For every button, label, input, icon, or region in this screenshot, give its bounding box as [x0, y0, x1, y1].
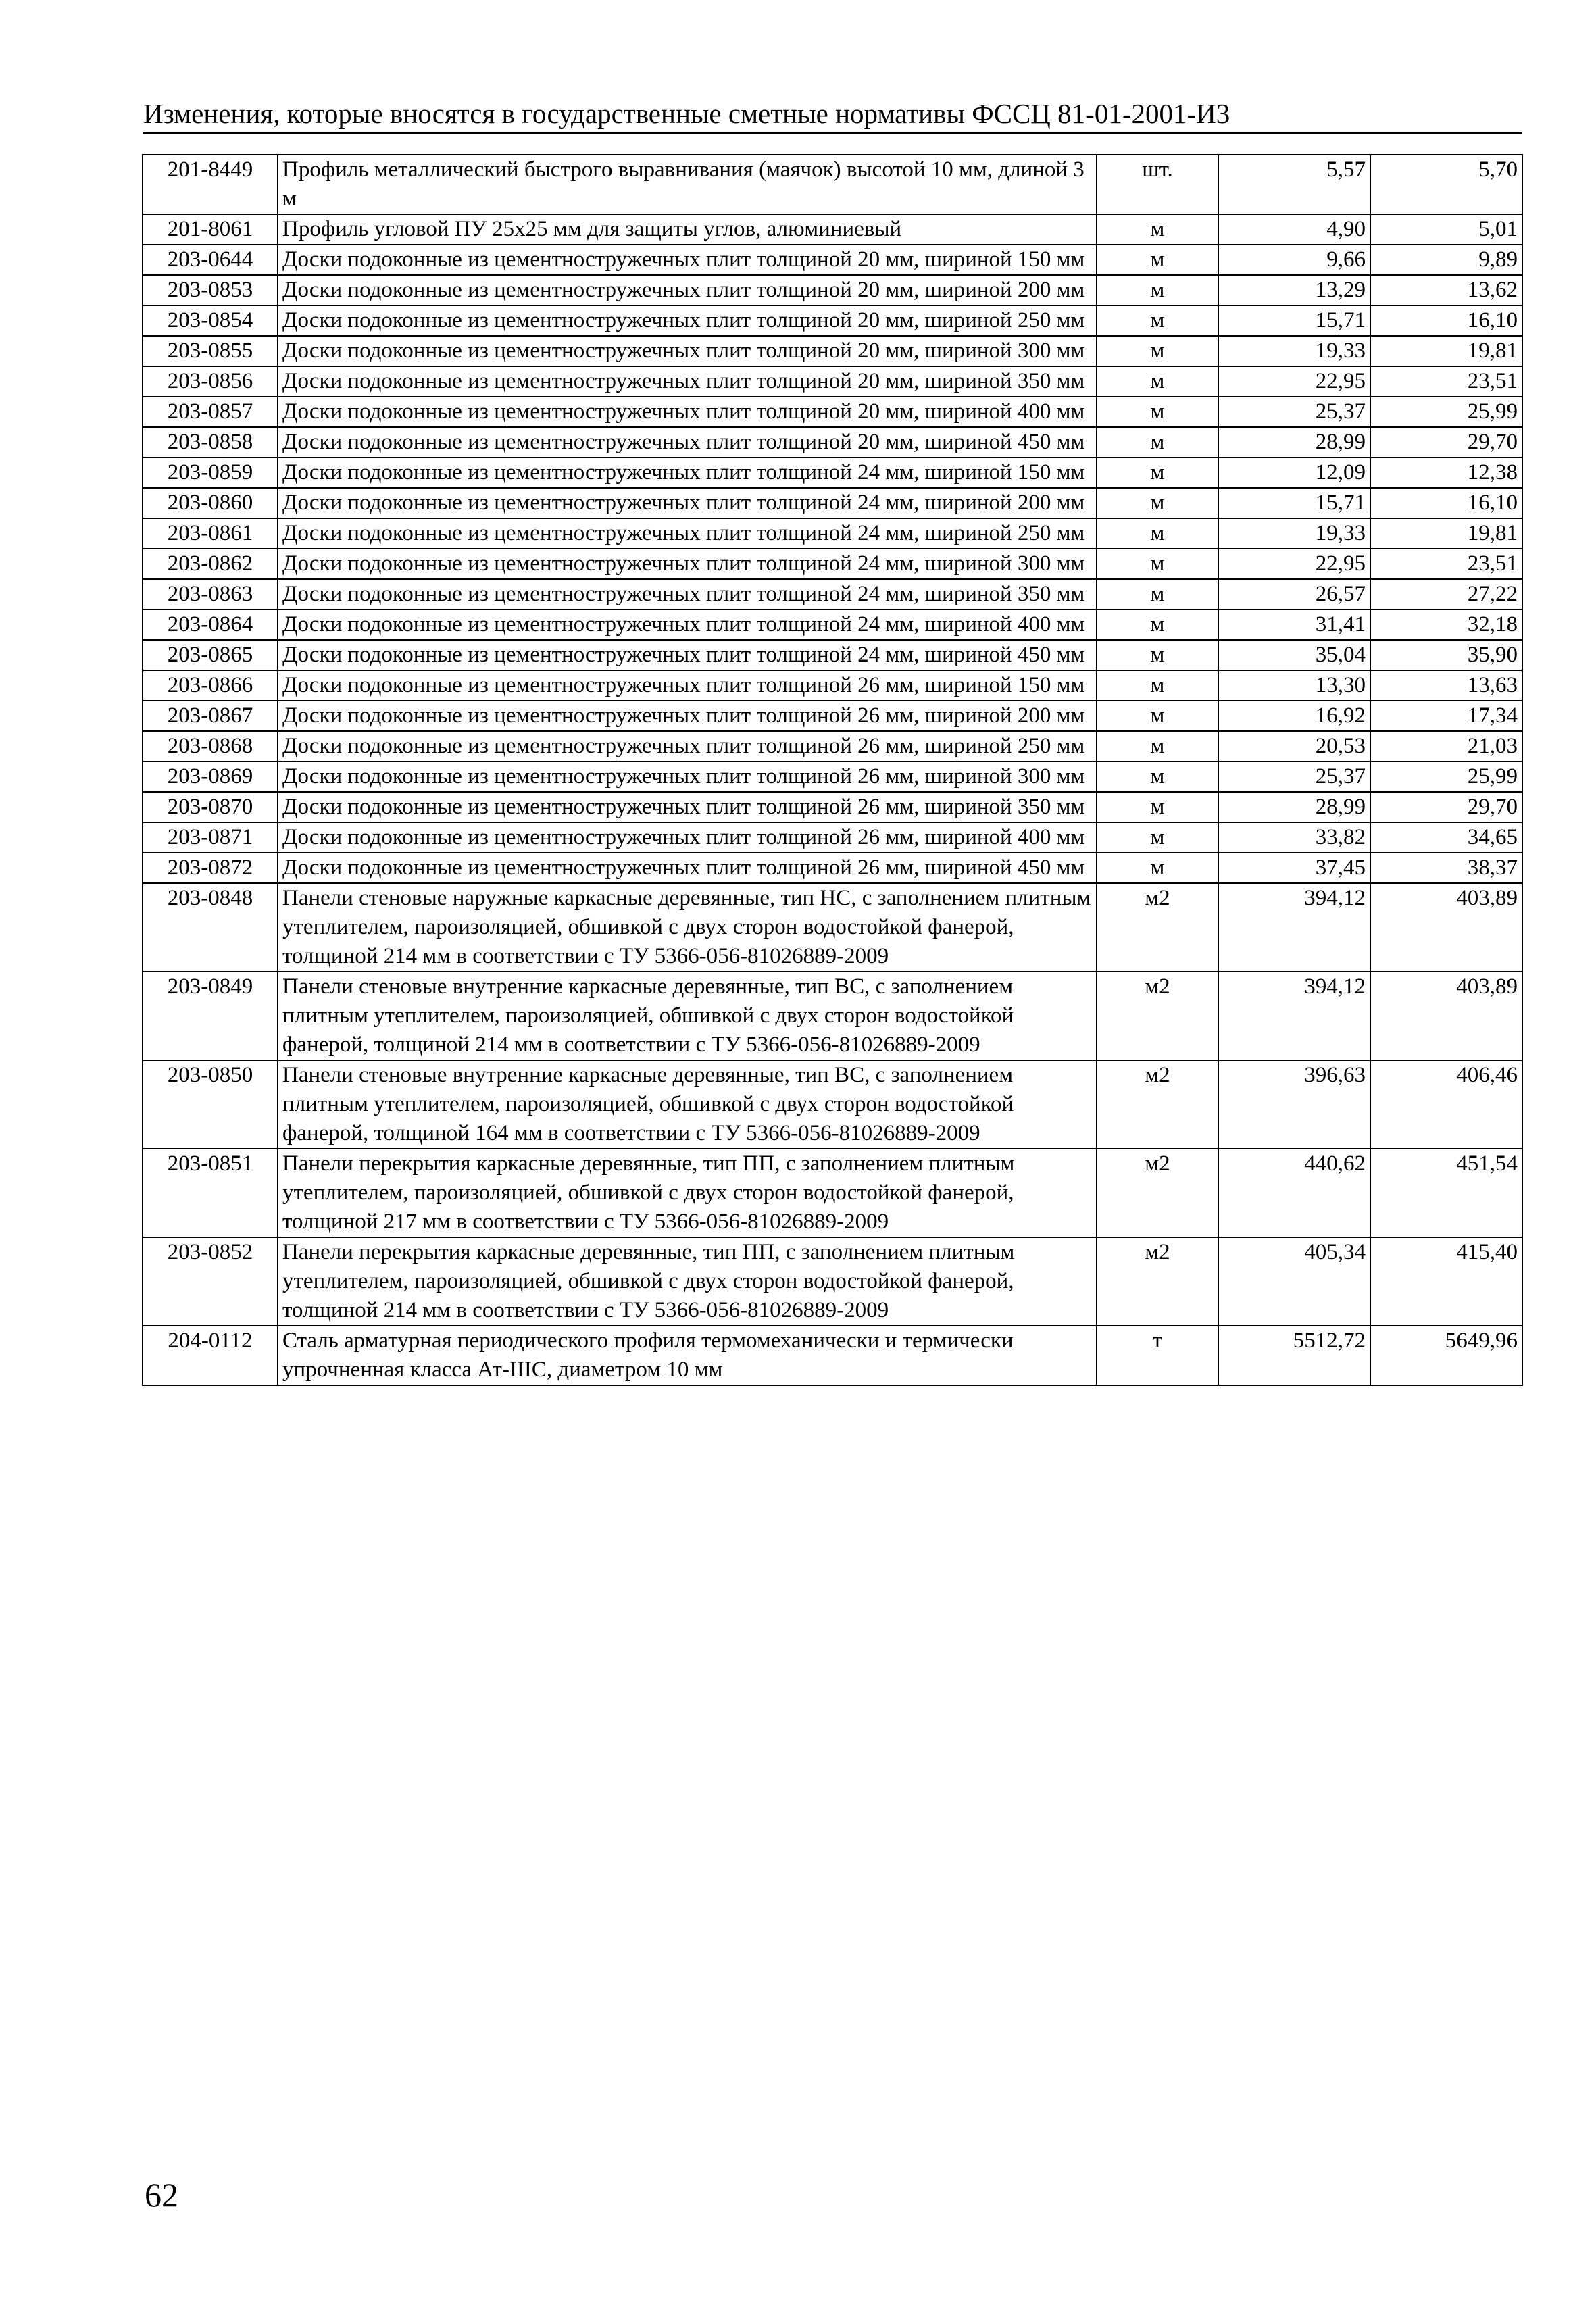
item-name: Доски подоконные из цементностружечных плит толщиной 24 мм, шириной 250 мм: [278, 518, 1097, 549]
item-unit: м: [1097, 427, 1218, 457]
item-unit: м: [1097, 275, 1218, 305]
item-code: 203-0850: [143, 1060, 278, 1149]
table-row: [143, 883, 1522, 972]
item-name: Доски подоконные из цементностружечных плит толщиной 20 мм, шириной 300 мм: [278, 336, 1097, 366]
item-name: Доски подоконные из цементностружечных плит толщиной 24 мм, шириной 450 мм: [278, 640, 1097, 670]
table-row: [143, 275, 1522, 305]
table-row: [143, 336, 1522, 366]
item-price-1: 25,37: [1218, 397, 1370, 427]
page-header-title: Изменения, которые вносятся в государственные сметные нормативы ФССЦ 81-01-2001-И3: [143, 98, 1230, 129]
item-name: Доски подоконные из цементностружечных плит толщиной 26 мм, шириной 200 мм: [278, 701, 1097, 731]
item-unit: м2: [1097, 1237, 1218, 1326]
item-name: Профиль угловой ПУ 25х25 мм для защиты углов, алюминиевый: [278, 214, 1097, 245]
item-name: Доски подоконные из цементностружечных плит толщиной 26 мм, шириной 400 мм: [278, 822, 1097, 853]
table-row: [143, 1237, 1522, 1326]
item-price-1: 19,33: [1218, 336, 1370, 366]
item-code: 203-0858: [143, 427, 278, 457]
table-row: [143, 762, 1522, 792]
item-price-1: 4,90: [1218, 214, 1370, 245]
table-row: [143, 792, 1522, 822]
item-price-2: 34,65: [1370, 822, 1522, 853]
item-price-2: 13,63: [1370, 670, 1522, 701]
item-name: Доски подоконные из цементностружечных плит толщиной 24 мм, шириной 200 мм: [278, 488, 1097, 518]
item-price-2: 38,37: [1370, 853, 1522, 883]
item-price-2: 25,99: [1370, 762, 1522, 792]
table-row: [143, 549, 1522, 579]
item-price-1: 16,92: [1218, 701, 1370, 731]
item-price-1: 31,41: [1218, 609, 1370, 640]
item-price-1: 394,12: [1218, 883, 1370, 972]
table-row: [143, 518, 1522, 549]
item-price-2: 5,70: [1370, 155, 1522, 214]
item-code: 203-0859: [143, 457, 278, 488]
item-unit: м: [1097, 701, 1218, 731]
item-name: Доски подоконные из цементностружечных плит толщиной 26 мм, шириной 350 мм: [278, 792, 1097, 822]
item-name: Доски подоконные из цементностружечных плит толщиной 26 мм, шириной 450 мм: [278, 853, 1097, 883]
item-unit: м: [1097, 245, 1218, 275]
item-code: 203-0855: [143, 336, 278, 366]
item-name: Доски подоконные из цементностружечных плит толщиной 20 мм, шириной 250 мм: [278, 305, 1097, 336]
item-price-2: 403,89: [1370, 883, 1522, 972]
item-price-2: 9,89: [1370, 245, 1522, 275]
item-name: Сталь арматурная периодического профиля термомеханически и термически упрочненная класса Ат-IIIС, диаметром 10 мм: [278, 1326, 1097, 1385]
page-number: 62: [145, 2176, 178, 2214]
item-unit: м: [1097, 609, 1218, 640]
item-name: Доски подоконные из цементностружечных плит толщиной 20 мм, шириной 200 мм: [278, 275, 1097, 305]
item-unit: м: [1097, 518, 1218, 549]
item-name: Доски подоконные из цементностружечных плит толщиной 26 мм, шириной 150 мм: [278, 670, 1097, 701]
item-code: 203-0860: [143, 488, 278, 518]
item-name: Доски подоконные из цементностружечных плит толщиной 20 мм, шириной 450 мм: [278, 427, 1097, 457]
item-price-1: 5512,72: [1218, 1326, 1370, 1385]
table-row: [143, 366, 1522, 397]
item-price-1: 28,99: [1218, 792, 1370, 822]
item-price-2: 29,70: [1370, 792, 1522, 822]
item-unit: м: [1097, 853, 1218, 883]
item-unit: м2: [1097, 1060, 1218, 1149]
item-price-2: 19,81: [1370, 518, 1522, 549]
table-row: [143, 853, 1522, 883]
item-price-2: 27,22: [1370, 579, 1522, 609]
item-unit: шт.: [1097, 155, 1218, 214]
item-name: Доски подоконные из цементностружечных плит толщиной 24 мм, шириной 400 мм: [278, 609, 1097, 640]
item-name: Доски подоконные из цементностружечных плит толщиной 24 мм, шириной 300 мм: [278, 549, 1097, 579]
item-code: 203-0867: [143, 701, 278, 731]
item-price-1: 15,71: [1218, 305, 1370, 336]
item-price-1: 26,57: [1218, 579, 1370, 609]
item-name: Доски подоконные из цементностружечных плит толщиной 24 мм, шириной 350 мм: [278, 579, 1097, 609]
table-row: [143, 640, 1522, 670]
item-price-2: 23,51: [1370, 549, 1522, 579]
price-table: [142, 154, 1523, 1386]
header-divider: [143, 132, 1522, 134]
item-price-2: 29,70: [1370, 427, 1522, 457]
item-price-1: 5,57: [1218, 155, 1370, 214]
item-price-1: 33,82: [1218, 822, 1370, 853]
item-price-1: 35,04: [1218, 640, 1370, 670]
item-price-2: 21,03: [1370, 731, 1522, 762]
item-code: 203-0862: [143, 549, 278, 579]
item-unit: м: [1097, 822, 1218, 853]
item-code: 203-0849: [143, 972, 278, 1060]
item-price-2: 16,10: [1370, 305, 1522, 336]
item-price-1: 20,53: [1218, 731, 1370, 762]
table-row: [143, 1326, 1522, 1385]
item-unit: м: [1097, 670, 1218, 701]
item-price-1: 22,95: [1218, 549, 1370, 579]
item-price-2: 16,10: [1370, 488, 1522, 518]
item-price-1: 396,63: [1218, 1060, 1370, 1149]
item-unit: м: [1097, 549, 1218, 579]
item-code: 201-8061: [143, 214, 278, 245]
item-unit: м: [1097, 305, 1218, 336]
item-unit: м: [1097, 336, 1218, 366]
item-code: 203-0872: [143, 853, 278, 883]
item-unit: м: [1097, 488, 1218, 518]
item-price-2: 32,18: [1370, 609, 1522, 640]
table-row: [143, 488, 1522, 518]
item-price-1: 9,66: [1218, 245, 1370, 275]
item-code: 203-0861: [143, 518, 278, 549]
table-row: [143, 822, 1522, 853]
item-unit: м: [1097, 579, 1218, 609]
item-price-1: 13,30: [1218, 670, 1370, 701]
item-price-1: 440,62: [1218, 1149, 1370, 1237]
item-code: 203-0857: [143, 397, 278, 427]
item-price-1: 19,33: [1218, 518, 1370, 549]
item-code: 204-0112: [143, 1326, 278, 1385]
item-unit: м: [1097, 366, 1218, 397]
table-row: [143, 1060, 1522, 1149]
item-name: Панели стеновые внутренние каркасные деревянные, тип ВС, с заполнением плитным утеплителем, пароизоляцией, обшивкой с двух сторон водостойкой фанерой, толщиной 164 мм в соответствии с ТУ 5366-056-81026889-2009: [278, 1060, 1097, 1149]
item-unit: м: [1097, 457, 1218, 488]
item-price-2: 13,62: [1370, 275, 1522, 305]
item-unit: м: [1097, 640, 1218, 670]
item-code: 203-0868: [143, 731, 278, 762]
item-price-2: 23,51: [1370, 366, 1522, 397]
item-price-2: 406,46: [1370, 1060, 1522, 1149]
item-code: 201-8449: [143, 155, 278, 214]
item-price-1: 28,99: [1218, 427, 1370, 457]
table-row: [143, 427, 1522, 457]
item-code: 203-0644: [143, 245, 278, 275]
table-row: [143, 245, 1522, 275]
item-price-2: 17,34: [1370, 701, 1522, 731]
item-unit: м2: [1097, 883, 1218, 972]
item-code: 203-0865: [143, 640, 278, 670]
item-unit: м: [1097, 792, 1218, 822]
table-row: [143, 701, 1522, 731]
item-name: Доски подоконные из цементностружечных плит толщиной 20 мм, шириной 400 мм: [278, 397, 1097, 427]
item-code: 203-0869: [143, 762, 278, 792]
table-row: [143, 155, 1522, 214]
item-code: 203-0863: [143, 579, 278, 609]
item-price-2: 12,38: [1370, 457, 1522, 488]
item-unit: м: [1097, 214, 1218, 245]
item-unit: м: [1097, 397, 1218, 427]
item-price-2: 415,40: [1370, 1237, 1522, 1326]
table-row: [143, 609, 1522, 640]
item-name: Панели перекрытия каркасные деревянные, тип ПП, с заполнением плитным утеплителем, пароизоляцией, обшивкой с двух сторон водостойкой фанерой, толщиной 214 мм в соответствии с ТУ 5366-056-81026889-2009: [278, 1237, 1097, 1326]
item-name: Панели стеновые наружные каркасные деревянные, тип НС, с заполнением плитным утеплителем, пароизоляцией, обшивкой с двух сторон водостойкой фанерой, толщиной 214 мм в соответствии с ТУ 5366-056-81026889-2009: [278, 883, 1097, 972]
item-name: Панели стеновые внутренние каркасные деревянные, тип ВС, с заполнением плитным утеплителем, пароизоляцией, обшивкой с двух сторон водостойкой фанерой, толщиной 214 мм в соответствии с ТУ 5366-056-81026889-2009: [278, 972, 1097, 1060]
price-table-body: [143, 155, 1522, 1385]
item-code: 203-0866: [143, 670, 278, 701]
item-unit: м2: [1097, 1149, 1218, 1237]
item-name: Доски подоконные из цементностружечных плит толщиной 26 мм, шириной 300 мм: [278, 762, 1097, 792]
item-price-2: 451,54: [1370, 1149, 1522, 1237]
table-row: [143, 457, 1522, 488]
item-code: 203-0848: [143, 883, 278, 972]
item-price-1: 22,95: [1218, 366, 1370, 397]
item-name: Доски подоконные из цементностружечных плит толщиной 26 мм, шириной 250 мм: [278, 731, 1097, 762]
item-name: Панели перекрытия каркасные деревянные, тип ПП, с заполнением плитным утеплителем, пароизоляцией, обшивкой с двух сторон водостойкой фанерой, толщиной 217 мм в соответствии с ТУ 5366-056-81026889-2009: [278, 1149, 1097, 1237]
item-price-2: 35,90: [1370, 640, 1522, 670]
table-row: [143, 1149, 1522, 1237]
table-row: [143, 305, 1522, 336]
item-code: 203-0870: [143, 792, 278, 822]
table-row: [143, 670, 1522, 701]
item-code: 203-0854: [143, 305, 278, 336]
item-name: Доски подоконные из цементностружечных плит толщиной 20 мм, шириной 350 мм: [278, 366, 1097, 397]
item-code: 203-0871: [143, 822, 278, 853]
table-row: [143, 731, 1522, 762]
item-code: 203-0864: [143, 609, 278, 640]
item-price-2: 5,01: [1370, 214, 1522, 245]
item-unit: м: [1097, 762, 1218, 792]
item-code: 203-0853: [143, 275, 278, 305]
item-price-2: 403,89: [1370, 972, 1522, 1060]
item-price-1: 13,29: [1218, 275, 1370, 305]
table-row: [143, 579, 1522, 609]
item-price-2: 25,99: [1370, 397, 1522, 427]
item-code: 203-0852: [143, 1237, 278, 1326]
item-code: 203-0851: [143, 1149, 278, 1237]
item-name: Доски подоконные из цементностружечных плит толщиной 20 мм, шириной 150 мм: [278, 245, 1097, 275]
item-price-1: 405,34: [1218, 1237, 1370, 1326]
item-price-1: 394,12: [1218, 972, 1370, 1060]
item-unit: м2: [1097, 972, 1218, 1060]
item-price-1: 37,45: [1218, 853, 1370, 883]
item-price-2: 5649,96: [1370, 1326, 1522, 1385]
item-unit: т: [1097, 1326, 1218, 1385]
item-code: 203-0856: [143, 366, 278, 397]
item-name: Доски подоконные из цементностружечных плит толщиной 24 мм, шириной 150 мм: [278, 457, 1097, 488]
item-price-1: 15,71: [1218, 488, 1370, 518]
table-row: [143, 972, 1522, 1060]
table-row: [143, 214, 1522, 245]
item-name: Профиль металлический быстрого выравнивания (маячок) высотой 10 мм, длиной 3 м: [278, 155, 1097, 214]
item-price-2: 19,81: [1370, 336, 1522, 366]
item-price-1: 25,37: [1218, 762, 1370, 792]
item-price-1: 12,09: [1218, 457, 1370, 488]
item-unit: м: [1097, 731, 1218, 762]
table-row: [143, 397, 1522, 427]
